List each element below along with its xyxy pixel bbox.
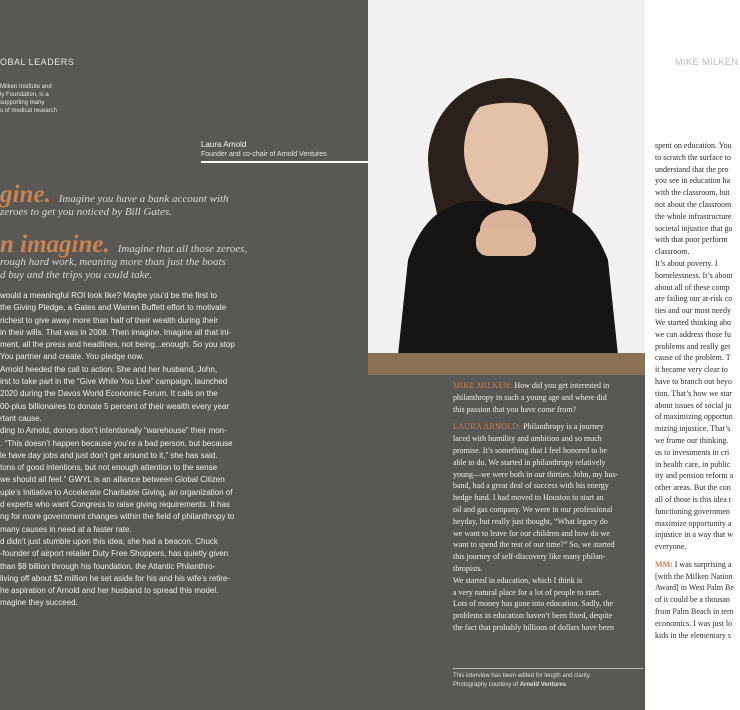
body-line: irst to take part in the “Give While You Live” campaign, launched bbox=[0, 377, 228, 387]
body-line: It’s about poverty. I bbox=[655, 258, 718, 268]
body-line: the Giving Pledge, a Gates and Warren Buffett effort to motivate bbox=[0, 303, 227, 313]
mm-line: Award] in West Palm Be bbox=[655, 583, 734, 593]
body-line: than $8 billion through his foundation, the Atlantic Philanthro- bbox=[0, 561, 216, 571]
body-line: d didn’t just stumble upon this idea; she had a beacon. Chuck bbox=[0, 536, 218, 546]
footnote-line: This interview has been edited for length and clarity. bbox=[453, 673, 591, 679]
answer-line: hedge fund. I had moved to Houston to start an bbox=[453, 493, 604, 503]
body-line: spent on education. You bbox=[655, 141, 732, 150]
body-line: ity and pension reform a bbox=[655, 471, 734, 481]
body-line: tion. That’s how we star bbox=[655, 388, 732, 398]
mm-line: [with the Milken Nation bbox=[655, 571, 733, 581]
footnote-prefix: Photography courtesy of bbox=[453, 682, 520, 688]
body-line: about issues of social ju bbox=[655, 400, 732, 410]
footnote bbox=[453, 668, 643, 690]
body-line: you see in education ha bbox=[655, 176, 731, 186]
mm-line: economics. I was just lo bbox=[655, 618, 733, 628]
question-line: How did you get interested in bbox=[512, 381, 610, 390]
mm-line: I was surprising a bbox=[672, 559, 732, 569]
body-line: living off about $2 million he set aside for his and his wife’s retire- bbox=[0, 573, 231, 583]
body-line: -founder of airport retailer Duty Free Shoppers, has quietly given bbox=[0, 549, 229, 559]
pull-quote-line: rough hard work, meaning more than just the boats bbox=[0, 256, 226, 268]
body-line: us to investments in cri bbox=[655, 447, 730, 457]
answer-line: band, had a great deal of success with his energy bbox=[453, 481, 609, 491]
pull-quote-line: Imagine you have a bank account with bbox=[58, 193, 229, 205]
question-line: philanthropy in such a young age and where did bbox=[453, 392, 607, 402]
body-line: of maximizing opportun bbox=[655, 412, 733, 422]
body-line: with the classroom, but bbox=[655, 188, 730, 198]
body-line: mizing injustice. That’s bbox=[655, 424, 731, 434]
body-line: d experts who want Congress to raise giving requirements. It has bbox=[0, 500, 230, 510]
body-line: with that poor perform bbox=[655, 235, 728, 245]
body-line: other areas. But the con bbox=[655, 483, 731, 493]
mm-line: of it could be a thousan bbox=[655, 595, 730, 605]
pull-quote-big: gine. bbox=[0, 181, 51, 208]
body-line: in their wills. That was in 2008. Then imagine. Imagine all that ini- bbox=[0, 327, 231, 337]
pull-quote-line: Imagine that all those zeroes, bbox=[117, 243, 248, 255]
body-line: injustice in a way that w bbox=[655, 530, 733, 540]
photo-caption-role: Founder and co-chair of Arnold Ventures bbox=[201, 151, 327, 158]
question-label: MIKE MILKEN: bbox=[453, 381, 513, 390]
caption-rule bbox=[201, 161, 368, 163]
answer-line: want to spend the rest of our time?” So, we started bbox=[453, 540, 615, 550]
answer-line: Lots of money has gone into education. Sadly, the bbox=[453, 599, 613, 609]
body-line: maximize opportunity a bbox=[655, 518, 732, 528]
body-line: would a meaningful ROI look like? Maybe you’d be the first to bbox=[0, 291, 218, 300]
mm-line: from Palm Beach in tern bbox=[655, 607, 734, 617]
body-line: in health care, in public bbox=[655, 459, 731, 469]
mm-label: MM: bbox=[655, 559, 673, 569]
body-line: we frame our thinking. bbox=[655, 435, 729, 445]
pull-quote-line: zeroes to get you noticed by Bill Gates. bbox=[0, 206, 172, 218]
pull-quote-line: d buy and the trips you could take. bbox=[0, 269, 153, 281]
body-line: 2020 during the Davos World Economic Forum. It calls on the bbox=[0, 389, 218, 399]
body-line: magine they succeed. bbox=[0, 598, 78, 608]
body-line: are failing our at-risk co bbox=[655, 294, 733, 304]
body-line: Arnold heeded the call to action: She and her husband, John, bbox=[0, 364, 218, 374]
body-line: richest to give away more than half of their wealth during their bbox=[0, 315, 218, 325]
answer-line: we want to leave for our children and how do we bbox=[453, 528, 610, 538]
body-line: societal injustice that go bbox=[655, 223, 733, 233]
answer-line: problems in education haven’t been fixed, despite bbox=[453, 611, 613, 621]
pull-quote-big: n imagine. bbox=[0, 231, 110, 258]
answer-line: young—we were both in our thirties. John, my hus- bbox=[453, 469, 619, 479]
body-line: functioning governmen bbox=[655, 506, 730, 516]
body-line: about all of these comp bbox=[655, 282, 730, 292]
body-line: we should all feel.” GWYL is an alliance between Global Citizen bbox=[0, 475, 225, 485]
interview-qa bbox=[453, 380, 645, 634]
body-line: ties and our most needy bbox=[655, 306, 731, 316]
body-line: uple’s Initiative to Accelerate Charitable Giving, an organization of bbox=[0, 487, 233, 497]
sidebar-note bbox=[0, 83, 80, 115]
left-page bbox=[0, 0, 368, 710]
body-line: we can address those fu bbox=[655, 329, 731, 339]
answer-line: promise. It’s something that I feel honored to be bbox=[453, 445, 607, 455]
article-body-left bbox=[0, 290, 368, 610]
answer-line: laced with humility and ambition and so much bbox=[453, 434, 602, 444]
body-line: have to branch out beyo bbox=[655, 376, 732, 386]
answer-line: the fact that probably billions of dollars have been bbox=[453, 622, 614, 632]
body-line: to scratch the surface to bbox=[655, 152, 731, 162]
answer-line: We started in education, which I think is bbox=[453, 575, 583, 585]
answer-line: a very natural place for a lot of people to start. bbox=[453, 587, 602, 597]
running-header: MIKE MILKEN bbox=[675, 57, 739, 67]
article-body-right bbox=[655, 140, 740, 641]
body-line: it became very clear to bbox=[655, 365, 728, 375]
body-line: cause of the problem. T bbox=[655, 353, 731, 363]
body-line: tons of good intentions, but not enough attention to the sense bbox=[0, 463, 218, 473]
photo-caption-name: Laura Arnold bbox=[201, 140, 247, 149]
right-page bbox=[645, 0, 740, 710]
body-line: ment, all the press and headlines, not being...enough. So you stop bbox=[0, 340, 235, 350]
body-line: understand that the pro bbox=[655, 164, 729, 174]
answer-line: heyday, but really just thought, “What legacy do bbox=[453, 516, 608, 526]
pull-quote-1 bbox=[0, 181, 229, 219]
body-line: ng for more government changes within the field of philanthropy to bbox=[0, 512, 235, 522]
answer-line: thropists. bbox=[453, 563, 483, 573]
body-line: le have day jobs and just don’t get around to it,” she has said. bbox=[0, 450, 218, 460]
answer-label: LAURA ARNOLD: bbox=[453, 422, 522, 432]
body-line: not about the classroom bbox=[655, 199, 732, 209]
question-line: this passion that you have come from? bbox=[453, 404, 577, 414]
body-line: the whole infrastructure bbox=[655, 211, 732, 221]
answer-line: oil and gas company. We were in our professional bbox=[453, 504, 613, 514]
body-line: everyone. bbox=[655, 542, 687, 552]
sidebar-note-line: s of medical research bbox=[0, 108, 58, 114]
body-line: You partner and create. You pledge now. bbox=[0, 352, 144, 362]
pull-quote-2 bbox=[0, 231, 248, 282]
sidebar-note-line: Milken Institute and bbox=[0, 84, 52, 90]
photo-credit: Arnold Ventures bbox=[519, 682, 567, 688]
sidebar-note-line: supporting many bbox=[0, 100, 45, 106]
mm-line: kids in the elementary s bbox=[655, 630, 731, 640]
answer-line: able to do. We started in philanthropy relatively bbox=[453, 457, 606, 467]
body-line: 00-plus billionaires to donate 5 percent of their wealth every year bbox=[0, 401, 230, 411]
body-line: he aspiration of Arnold and her husband to spread this model. bbox=[0, 586, 219, 596]
body-line: homelessness. It’s about bbox=[655, 270, 733, 280]
section-label: OBAL LEADERS bbox=[0, 57, 75, 67]
portrait-photo bbox=[368, 0, 645, 375]
body-line: problems and really get bbox=[655, 341, 731, 351]
portrait-illustration bbox=[368, 0, 645, 375]
answer-line: Philanthropy is a journey bbox=[521, 422, 604, 432]
body-line: . “This doesn’t happen because you’re a bad person, but because bbox=[0, 438, 233, 448]
body-line: ding to Arnold, donors don’t intentionally “warehouse” their mon- bbox=[0, 426, 227, 436]
answer-body bbox=[453, 433, 645, 634]
sidebar-note-line: ly Foundation, is a bbox=[0, 92, 49, 98]
body-line: all of those is this idea t bbox=[655, 494, 731, 504]
answer-line: this journey of self-discovery like many philan- bbox=[453, 552, 606, 562]
body-line: many causes in need at a faster rate. bbox=[0, 524, 132, 534]
body-line: classroom. bbox=[655, 247, 690, 257]
body-line: We started thinking abo bbox=[655, 317, 732, 327]
body-line: rtant cause. bbox=[0, 413, 42, 423]
middle-page bbox=[368, 0, 645, 710]
